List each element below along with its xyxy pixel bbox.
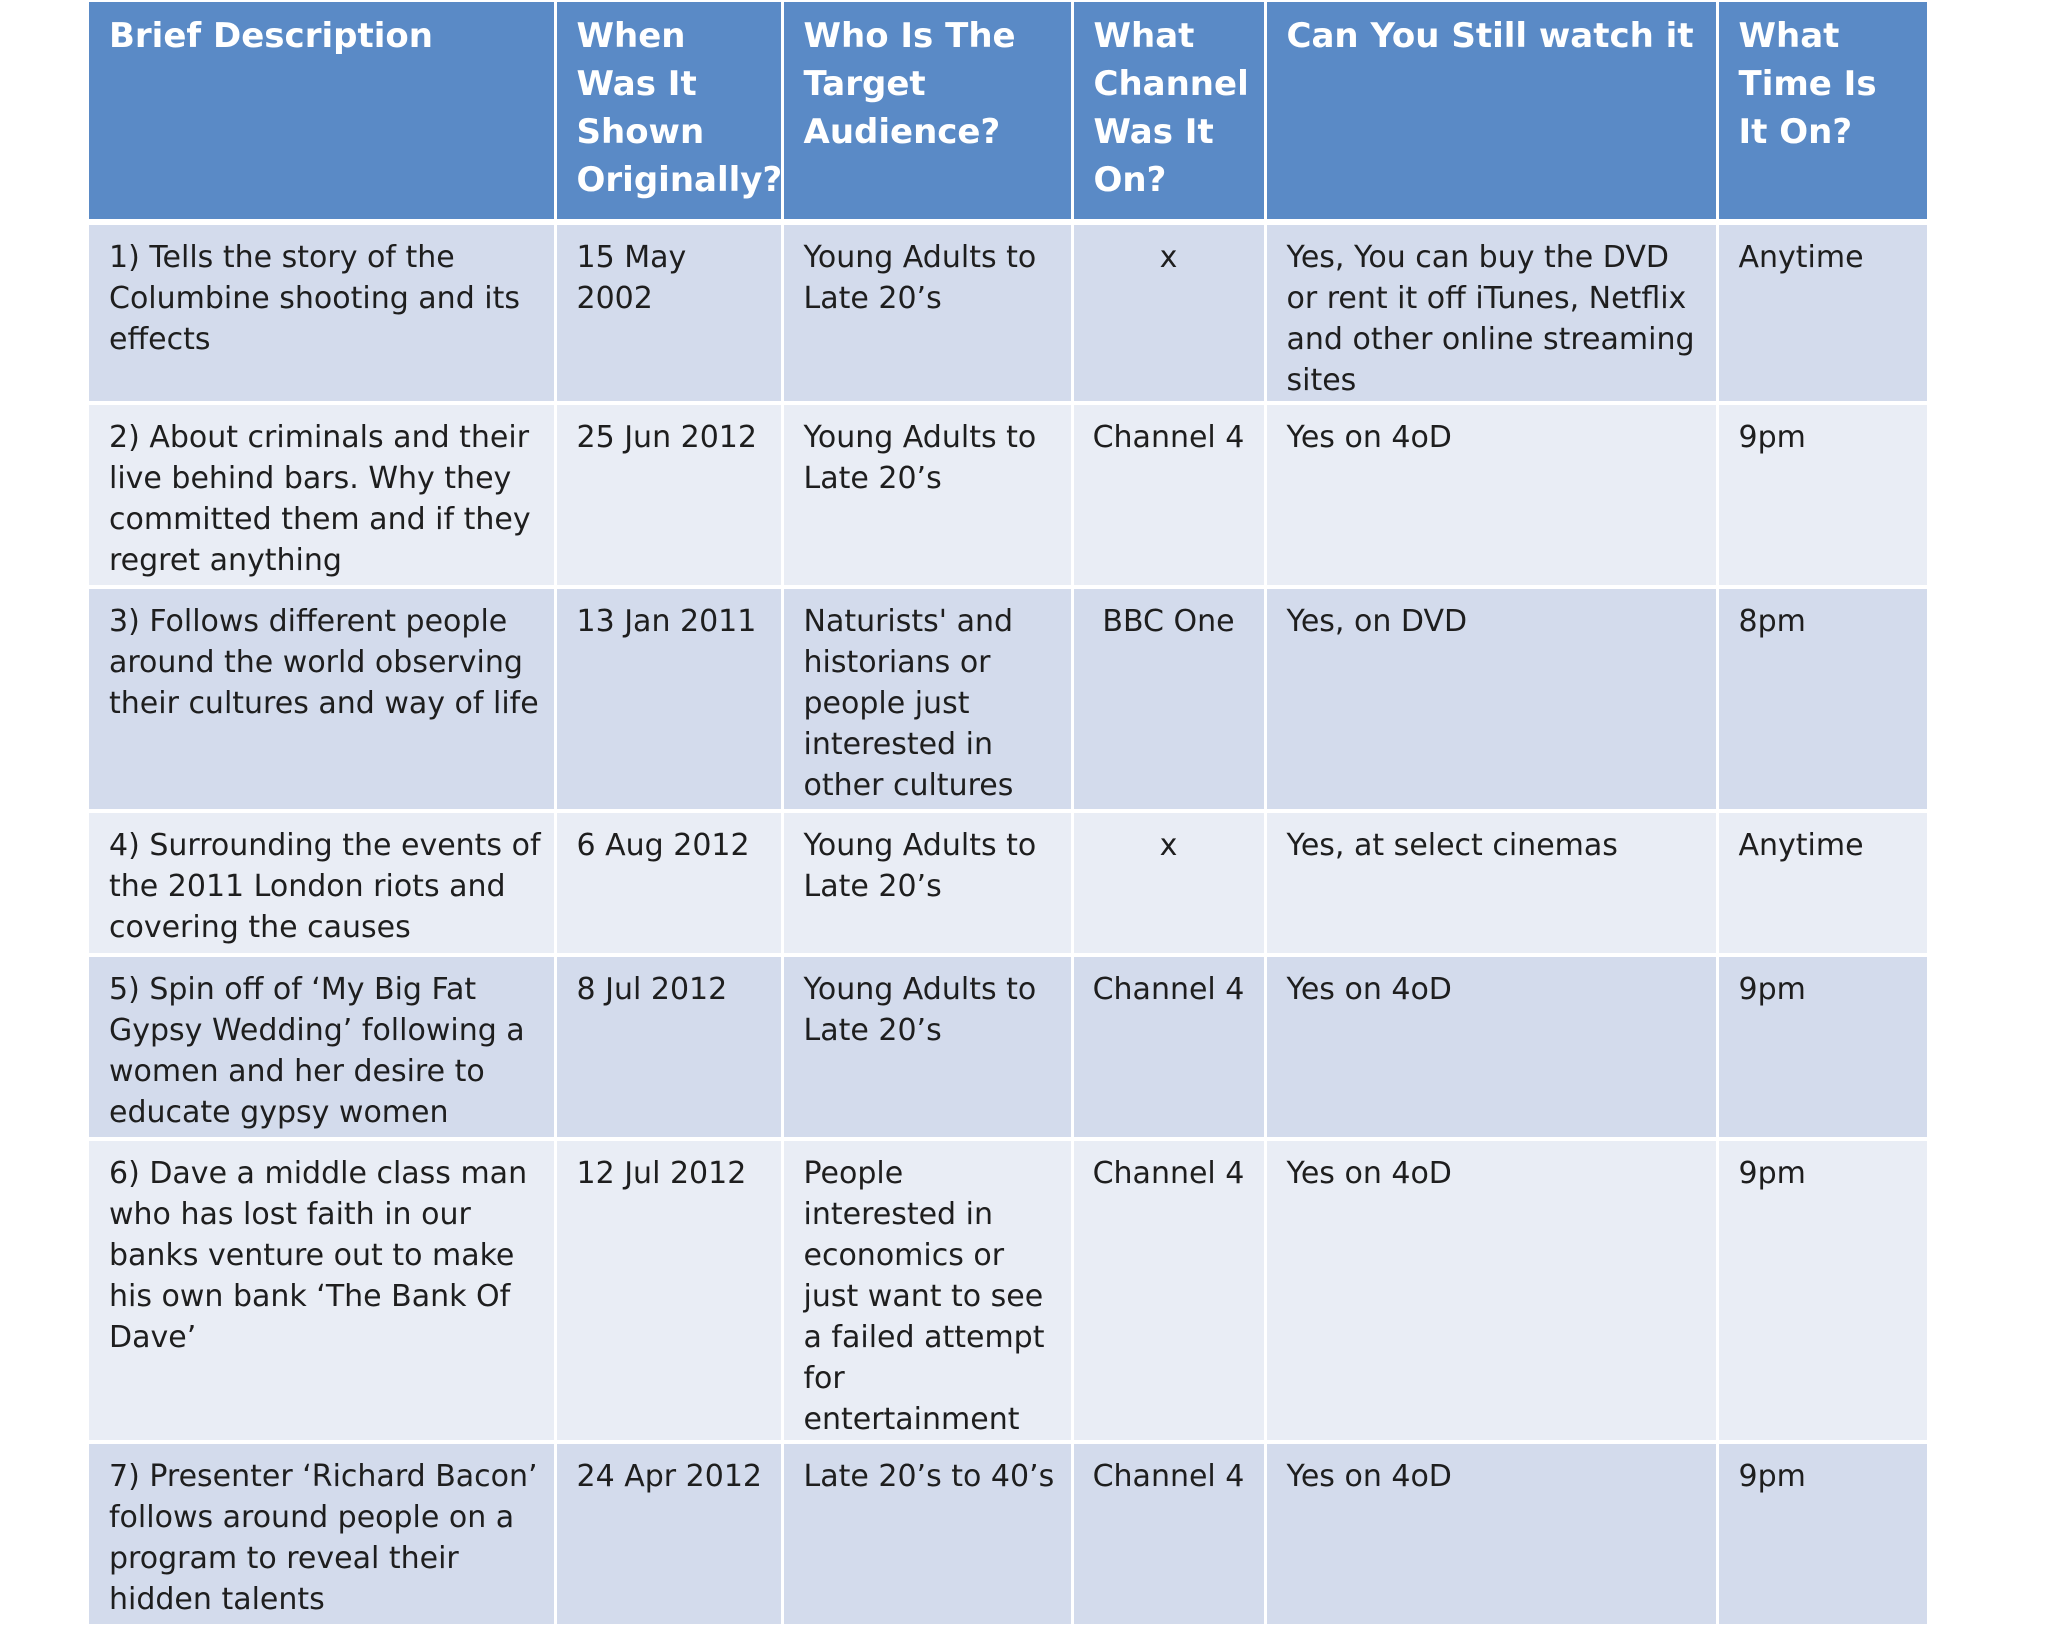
cell-date: 25 Jun 2012 xyxy=(555,403,782,587)
cell-time: 9pm xyxy=(1717,403,1927,587)
cell-availability: Yes on 4oD xyxy=(1265,403,1717,587)
cell-date: 15 May 2002 xyxy=(555,222,782,403)
table-row xyxy=(89,403,1927,587)
cell-audience: Young Adults to Late 20’s xyxy=(782,955,1072,1139)
cell-availability: Yes, at select cinemas xyxy=(1265,811,1717,955)
cell-availability: Yes, on DVD xyxy=(1265,587,1717,811)
cell-channel: Channel 4 xyxy=(1072,955,1265,1139)
cell-audience: People interested in economics or just want to see a failed attempt for entertainment xyxy=(782,1139,1072,1442)
table-row xyxy=(89,1139,1927,1442)
cell-date: 13 Jan 2011 xyxy=(555,587,782,811)
cell-description: 6) Dave a middle class man who has lost faith in our banks venture out to make his own bank ‘The Bank Of Dave’ xyxy=(89,1139,555,1442)
cell-description: 5) Spin off of ‘My Big Fat Gypsy Wedding’ following a women and her desire to educate gypsy women xyxy=(89,955,555,1139)
header-channel: What Channel Was It On? xyxy=(1072,2,1265,222)
cell-time: 9pm xyxy=(1717,1139,1927,1442)
cell-channel: Channel 4 xyxy=(1072,403,1265,587)
header-when-shown: When Was It Shown Originally? xyxy=(555,2,782,222)
cell-audience: Young Adults to Late 20’s xyxy=(782,222,1072,403)
header-brief-description: Brief Description xyxy=(89,2,555,222)
cell-date: 12 Jul 2012 xyxy=(555,1139,782,1442)
header-row xyxy=(89,2,1927,222)
cell-date: 6 Aug 2012 xyxy=(555,811,782,955)
cell-description: 2) About criminals and their live behind bars. Why they committed them and if they regret anything xyxy=(89,403,555,587)
cell-description: 7) Presenter ‘Richard Bacon’ follows around people on a program to reveal their hidden talents xyxy=(89,1442,555,1626)
cell-time: Anytime xyxy=(1717,811,1927,955)
table-row xyxy=(89,587,1927,811)
cell-audience: Young Adults to Late 20’s xyxy=(782,403,1072,587)
cell-description: 3) Follows different people around the world observing their cultures and way of life xyxy=(89,587,555,811)
header-time: What Time Is It On? xyxy=(1717,2,1927,222)
cell-audience: Young Adults to Late 20’s xyxy=(782,811,1072,955)
cell-description: 4) Surrounding the events of the 2011 London riots and covering the causes xyxy=(89,811,555,955)
table-row xyxy=(89,811,1927,955)
cell-channel: Channel 4 xyxy=(1072,1139,1265,1442)
table-body xyxy=(89,222,1927,1626)
table-row xyxy=(89,1442,1927,1626)
table-header xyxy=(89,2,1927,222)
header-still-watch: Can You Still watch it xyxy=(1265,2,1717,222)
cell-availability: Yes on 4oD xyxy=(1265,1139,1717,1442)
cell-availability: Yes on 4oD xyxy=(1265,1442,1717,1626)
cell-time: 9pm xyxy=(1717,1442,1927,1626)
cell-availability: Yes, You can buy the DVD or rent it off iTunes, Netflix and other online streaming sites xyxy=(1265,222,1717,403)
cell-time: 8pm xyxy=(1717,587,1927,811)
cell-audience: Naturists' and historians or people just interested in other cultures xyxy=(782,587,1072,811)
cell-channel: Channel 4 xyxy=(1072,1442,1265,1626)
table-row xyxy=(89,222,1927,403)
cell-time: 9pm xyxy=(1717,955,1927,1139)
cell-date: 24 Apr 2012 xyxy=(555,1442,782,1626)
cell-time: Anytime xyxy=(1717,222,1927,403)
cell-description: 1) Tells the story of the Columbine shooting and its effects xyxy=(89,222,555,403)
cell-date: 8 Jul 2012 xyxy=(555,955,782,1139)
cell-audience: Late 20’s to 40’s xyxy=(782,1442,1072,1626)
documentary-table xyxy=(89,2,1927,1628)
cell-channel: BBC One xyxy=(1072,587,1265,811)
cell-channel: x xyxy=(1072,222,1265,403)
cell-availability: Yes on 4oD xyxy=(1265,955,1717,1139)
table-row xyxy=(89,955,1927,1139)
cell-channel: x xyxy=(1072,811,1265,955)
header-target-audience: Who Is The Target Audience? xyxy=(782,2,1072,222)
